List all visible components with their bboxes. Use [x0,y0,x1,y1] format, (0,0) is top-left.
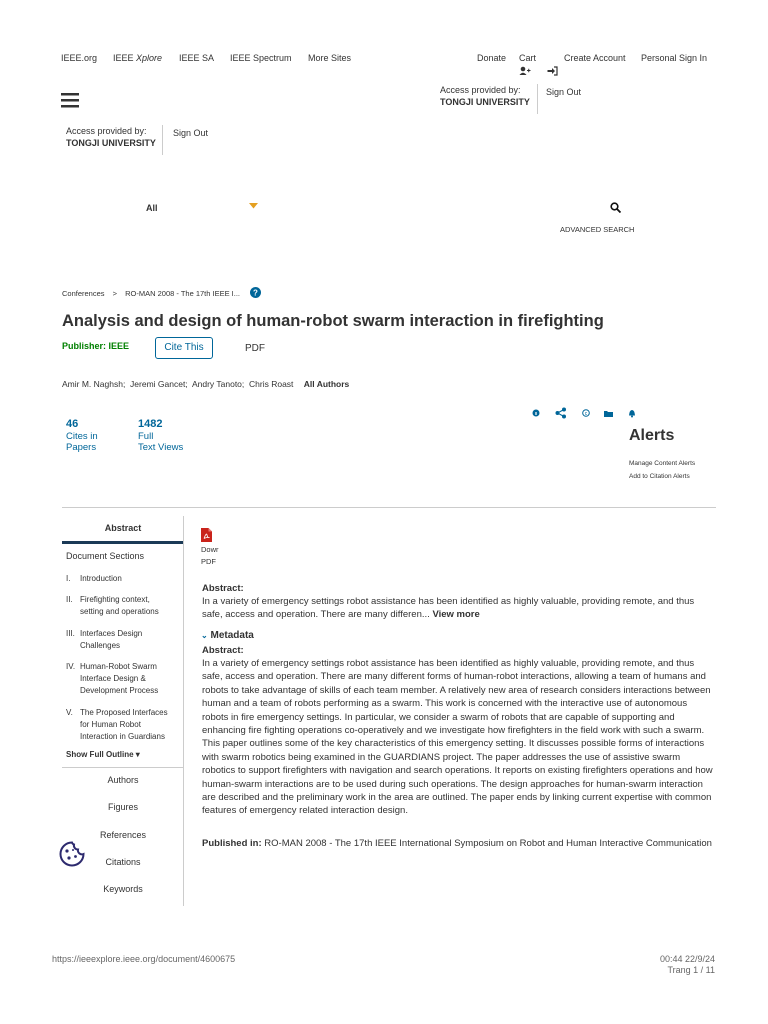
access-label-left: Access provided by: [66,126,147,136]
ieee-org-link[interactable]: IEEE.org [61,53,98,63]
section-number: IV. [66,662,76,671]
full-abstract-heading: Abstract: [202,645,244,656]
sign-in-icon[interactable] [547,66,558,76]
institution-left: TONGJI UNIVERSITY [66,138,156,148]
section-label: Firefighting context, [80,595,150,604]
page-number: Trang 1 / 11 [667,965,715,975]
divider [62,767,184,768]
section-label: Introduction [80,574,122,583]
chevron-down-icon[interactable] [249,203,258,209]
bell-icon[interactable] [628,409,636,418]
ieee-sa-link[interactable]: IEEE SA [179,53,215,63]
abstract-short [202,595,714,622]
download-pdf-label[interactable]: PDF [201,557,216,566]
full-abstract-text: In a variety of emergency settings robot assistance has been identified as highly valuable, providing remote, and thus safe, access and operation. There are many different forms of human-robot interactions, allowing a team of humans and robots to take advantage of skills of each team member. A relatively new area of research considers interactions between human and a team of robots performing as a swarm. This work is concerned with the interactive use of autonomous robots in fire emergency settings. In particular, we consider a swarm of robots that are capable of supporting and enhancing fire fighting operations co-operatively and we investigate how firefighters in the field work with such a swarm. This paper outlines some of the key characteristics of this emergency setting. It discusses possible forms of interactions with swarm robotics being examined in the GUARDIANS project. The paper addresses the use of assistive swarm robotics to support firefighters with navigation and search operations. It reports on existing firefighters operations and how human-swarm interactions are to be used during such operations. The design approaches for human-swarm interaction are described and the preliminary work in the area are outlined. The paper ends by linking current expertise with common features of emergency related interaction design. [202,658,713,817]
copyright-icon[interactable] [582,409,590,417]
cites-label[interactable] [66,431,98,453]
page-title: Analysis and design of human-robot swarm interaction in firefighting [62,312,604,330]
sidebar-citations[interactable]: Citations [105,857,141,867]
author-link[interactable]: Andry Tanoto [191,379,242,389]
abstract-heading: Abstract: [202,583,244,594]
section-number: I. [66,574,71,583]
search-scope-select[interactable]: All [146,203,158,213]
all-authors-link[interactable]: All Authors [303,379,350,389]
show-full-outline-button[interactable] [66,750,140,759]
show-full-outline-label: Show Full Outline [66,750,134,759]
breadcrumb-separator: > [112,289,118,298]
print-datetime: 00:44 22/9/24 [659,954,715,964]
section-number: III. [66,629,75,638]
advanced-search-link[interactable]: ADVANCED SEARCH [560,225,635,234]
published-in-link[interactable]: RO-MAN 2008 - The 17th IEEE International Symposium on Robot and Human Interactive Communication [264,838,712,849]
abstract-short-text: In a variety of emergency settings robot assistance has been identified as highly valuable, providing remote, and thus safe, access and operation. There are many differen... [202,596,695,621]
section-label: Challenges [80,641,121,650]
ieee-xplore-link[interactable] [113,53,162,63]
svg-text:?: ? [253,288,258,298]
cookie-icon[interactable] [58,840,86,868]
section-label: for Human Robot [80,720,141,729]
author-separator: ; [185,379,188,389]
author-link[interactable]: Amir M. Naghsh [62,379,123,389]
section-number: V. [66,708,73,717]
metadata-label: Metadata [210,630,254,641]
document-sections-heading: Document Sections [66,551,145,561]
pdf-link[interactable]: PDF [245,343,265,354]
sidebar-section-3[interactable] [66,628,142,652]
section-number: II. [66,595,73,604]
author-separator: ; [122,379,126,389]
ieee-spectrum-link[interactable]: IEEE Spectrum [230,53,292,63]
active-tab-indicator [62,541,184,544]
add-user-icon[interactable] [519,66,531,76]
publisher-label: Publisher: [62,341,107,351]
donate-link[interactable]: Donate [477,53,507,63]
divider [537,84,538,114]
section-label: The Proposed Interfaces [80,708,168,717]
sidebar-keywords[interactable]: Keywords [103,884,143,894]
download-label[interactable]: Dowr [201,545,219,554]
cites-count[interactable]: 46 [66,418,79,430]
share-icon[interactable] [555,407,567,419]
pdf-icon[interactable] [201,528,212,542]
views-count: 1482 [138,418,163,430]
tab-abstract[interactable]: Abstract [104,523,142,533]
sidebar-authors[interactable]: Authors [107,775,139,785]
section-label: Interfaces Design [80,629,143,638]
cart-link[interactable]: Cart [519,53,537,63]
published-in-label: Published in: [202,838,262,849]
divider [162,125,163,155]
help-icon[interactable] [250,287,261,298]
personal-sign-in-link[interactable]: Personal Sign In [641,53,708,63]
view-more-link[interactable]: View more [432,609,480,621]
metadata-toggle[interactable] [201,630,254,641]
caret-down-icon: ▾ [135,750,140,759]
access-label-right: Access provided by: [440,85,521,95]
ieee-xplore-prefix: IEEE [113,53,137,63]
author-link[interactable]: Chris Roast [249,379,294,389]
cite-this-button[interactable]: Cite This [155,337,213,359]
author-link[interactable]: Jeremi Gancet [130,379,186,389]
citation-alerts-link[interactable]: Add to Citation Alerts [629,473,690,480]
ieee-xplore-italic: Xplore [136,53,163,63]
more-sites-link[interactable]: More Sites [308,53,352,63]
sign-out-left[interactable]: Sign Out [173,128,209,138]
divider [62,507,716,508]
search-icon[interactable] [610,202,621,213]
views-label [138,431,183,453]
breadcrumb-current[interactable]: RO-MAN 2008 - The 17th IEEE I... [125,289,241,298]
info-icon[interactable] [532,409,540,417]
section-label: setting and operations [80,607,159,616]
institution-right: TONGJI UNIVERSITY [440,97,530,107]
sidebar-section-2[interactable] [66,594,159,618]
section-label: Development Process [80,686,159,695]
sidebar-references[interactable]: References [99,830,147,840]
published-in [202,837,714,850]
section-label: Human-Robot Swarm [80,662,157,671]
alerts-title: Alerts [629,427,675,444]
cites-label-line: Papers [66,442,97,453]
author-separator: ; [241,379,245,389]
author-list [62,379,349,389]
folder-icon[interactable] [604,410,613,417]
manage-alerts-link[interactable]: Manage Content Alerts [629,460,696,467]
breadcrumb-conferences[interactable]: Conferences [62,289,105,298]
breadcrumb [62,289,240,298]
views-label-line: Text Views [138,442,184,453]
hamburger-menu-icon[interactable] [61,92,79,108]
publisher-value: IEEE [108,341,130,351]
section-label: Interface Design & [80,674,146,683]
views-label-line: Full [138,431,154,442]
sidebar-section-5[interactable] [66,707,168,743]
sign-out-right[interactable]: Sign Out [546,87,582,97]
page-url: https://ieeexplore.ieee.org/document/4600675 [52,954,236,964]
section-label: Interaction in Guardians [80,732,165,741]
divider [183,516,184,906]
publisher [62,341,129,351]
chevron-down-icon: ⌄ [201,631,208,640]
sidebar-section-1[interactable] [66,573,122,585]
create-account-link[interactable]: Create Account [564,53,626,63]
svg-text:c: c [584,411,588,417]
cites-label-line: Cites in [66,431,98,442]
sidebar-section-4[interactable] [66,661,158,697]
sidebar-figures[interactable]: Figures [107,802,138,812]
